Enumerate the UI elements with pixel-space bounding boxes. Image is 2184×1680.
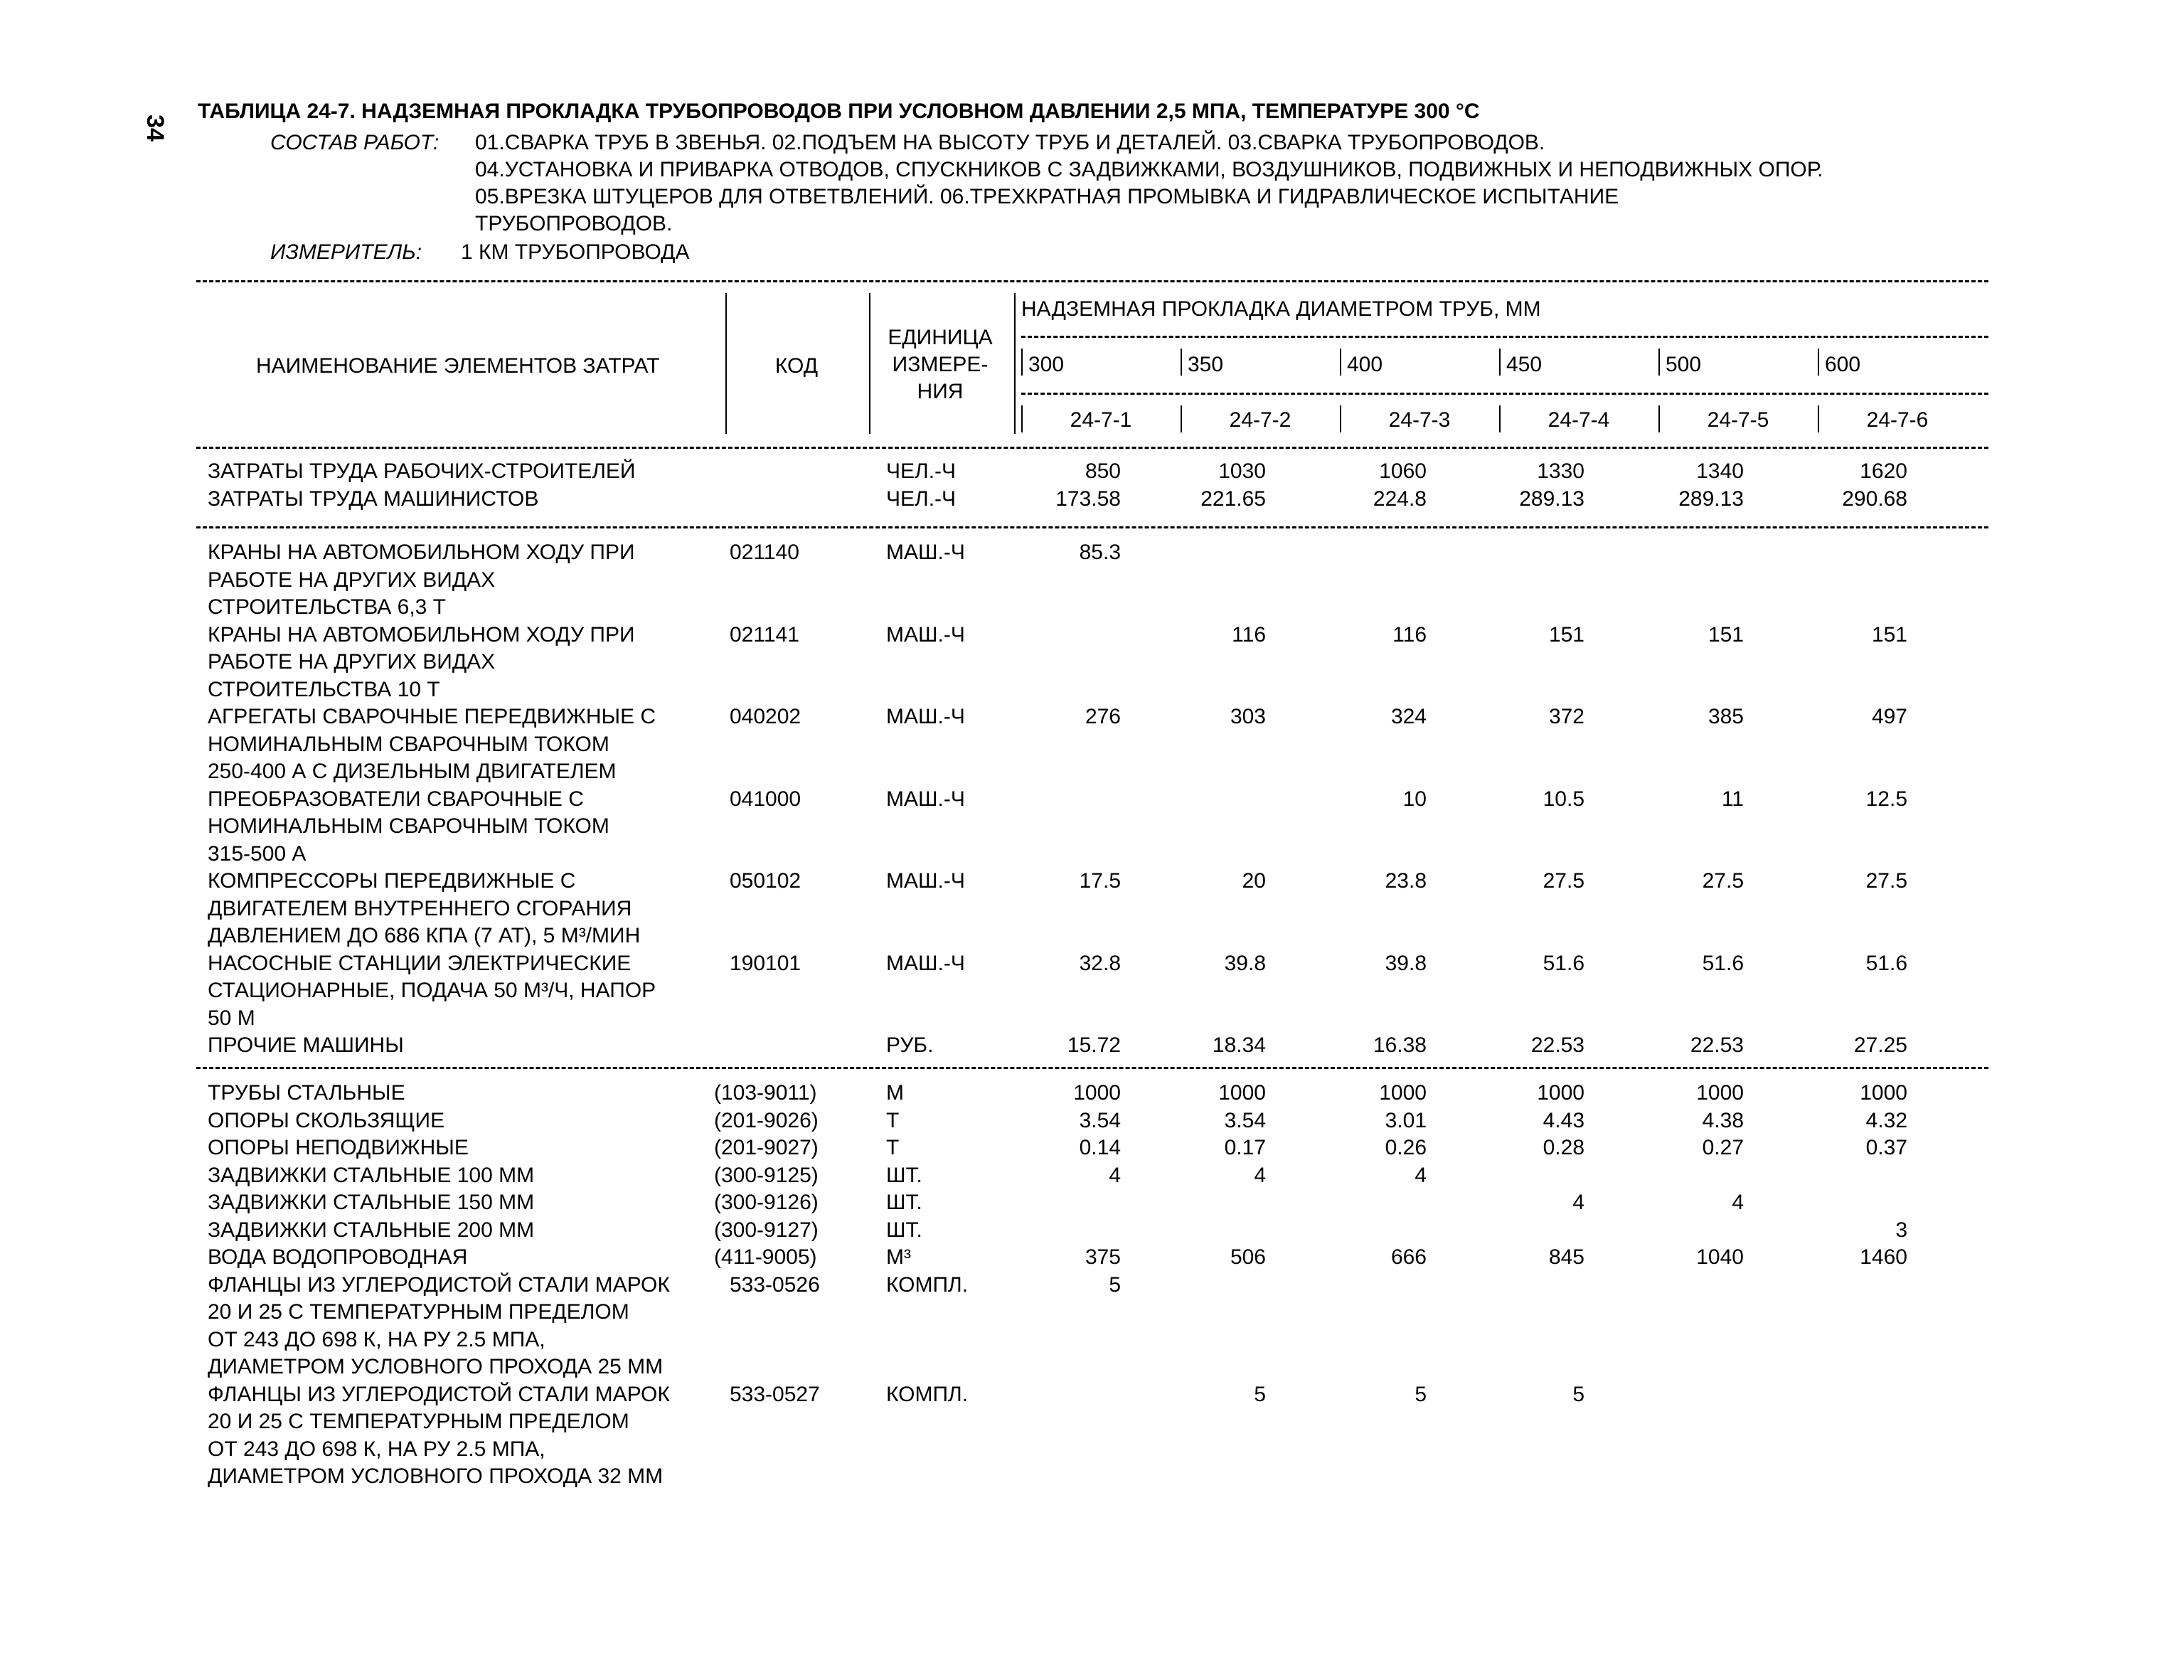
header-diameter: 600: [1825, 353, 1861, 376]
column-divider: [869, 293, 870, 434]
header-group: НАДЗЕМНАЯ ПРОКЛАДКА ДИАМЕТРОМ ТРУБ, ММ: [1021, 297, 1541, 321]
row-value: 27.5: [1702, 869, 1744, 893]
row-value: 51.6: [1543, 951, 1584, 975]
row-code: 021140: [730, 541, 799, 564]
row-value: 51.6: [1865, 951, 1907, 975]
row-name: НОМИНАЛЬНЫМ СВАРОЧНЫМ ТОКОМ: [208, 814, 609, 838]
row-value: 666: [1390, 1245, 1427, 1269]
column-divider: [1181, 405, 1182, 432]
row-name: 50 М: [208, 1006, 255, 1030]
row-value: 4: [1109, 1163, 1121, 1187]
row-value: 1000: [1073, 1081, 1121, 1105]
row-code: 190101: [730, 951, 801, 975]
row-value: 1620: [1860, 459, 1907, 483]
row-unit: М³: [886, 1245, 911, 1269]
header-rule: [1021, 393, 1988, 395]
header-code: КОД: [774, 354, 819, 378]
row-name: ВОДА ВОДОПРОВОДНАЯ: [208, 1245, 468, 1269]
header-name: НАИМЕНОВАНИЕ ЭЛЕМЕНТОВ ЗАТРАТ: [256, 354, 660, 378]
row-name: РАБОТЕ НА ДРУГИХ ВИДАХ: [208, 650, 496, 674]
row-value: 22.53: [1530, 1033, 1584, 1057]
row-value: 1000: [1696, 1081, 1744, 1105]
row-value: 27.5: [1865, 869, 1907, 893]
row-code: (201-9026): [714, 1108, 819, 1132]
row-value: 4: [1572, 1191, 1584, 1214]
row-value: 497: [1871, 705, 1907, 728]
row-value: 51.6: [1702, 951, 1744, 975]
row-name: 315-500 А: [208, 841, 307, 866]
rule-header-bottom: [196, 447, 1988, 449]
column-divider: [1014, 293, 1016, 434]
row-unit: Т: [886, 1136, 900, 1159]
row-code: 041000: [730, 787, 801, 811]
row-value: 151: [1708, 622, 1744, 647]
row-value: 5: [1572, 1382, 1584, 1406]
row-value: 289.13: [1678, 487, 1744, 511]
row-value: 1000: [1860, 1081, 1907, 1105]
row-unit: ЧЕЛ.-Ч: [886, 487, 957, 511]
row-value: 27.25: [1853, 1033, 1907, 1057]
row-name: КОМПРЕССОРЫ ПЕРЕДВИЖНЫЕ С: [208, 869, 576, 893]
row-unit: ЧЕЛ.-Ч: [886, 459, 957, 483]
page-number: 34: [142, 115, 169, 142]
row-name: ОТ 243 ДО 698 К, НА РУ 2.5 МПА,: [208, 1437, 545, 1461]
row-value: 1030: [1218, 459, 1266, 483]
row-code: 050102: [730, 869, 801, 893]
row-value: 23.8: [1385, 869, 1427, 893]
work-line: 04.УСТАНОВКА И ПРИВАРКА ОТВОДОВ, СПУСКНИКОВ С ЗАДВИЖКАМИ, ВОЗДУШНИКОВ, ПОДВИЖНЫХ И НЕПОДВИЖНЫХ ОПОР.: [475, 158, 1823, 181]
row-value: 0.17: [1224, 1136, 1266, 1159]
section-rule: [196, 526, 1988, 528]
row-value: 372: [1548, 705, 1584, 728]
rule-top: [196, 280, 1988, 282]
header-table-code: 24-7-5: [1707, 408, 1769, 432]
column-divider: [1658, 349, 1660, 376]
header-diameter: 350: [1188, 353, 1224, 376]
row-code: (300-9126): [714, 1191, 819, 1214]
header-rule: [1021, 336, 1988, 338]
row-code: (103-9011): [714, 1081, 817, 1105]
meter-value: 1 КМ ТРУБОПРОВОДА: [461, 240, 690, 264]
row-value: 18.34: [1212, 1033, 1266, 1057]
row-value: 0.26: [1385, 1136, 1427, 1159]
row-value: 20: [1242, 869, 1266, 893]
row-value: 116: [1392, 622, 1427, 647]
row-value: 11: [1721, 787, 1744, 811]
row-code: (411-9005): [714, 1245, 817, 1269]
column-divider: [1499, 349, 1501, 376]
table-title: ТАБЛИЦА 24-7. НАДЗЕМНАЯ ПРОКЛАДКА ТРУБОПРОВОДОВ ПРИ УСЛОВНОМ ДАВЛЕНИИ 2,5 МПА, ТЕМПЕРАТУРЕ 300 °С: [198, 100, 1480, 123]
row-unit: КОМПЛ.: [886, 1382, 969, 1406]
row-name: НОМИНАЛЬНЫМ СВАРОЧНЫМ ТОКОМ: [208, 732, 609, 756]
row-value: 1040: [1696, 1245, 1744, 1269]
row-name: 20 И 25 С ТЕМПЕРАТУРНЫМ ПРЕДЕЛОМ: [208, 1410, 629, 1433]
row-code: (300-9125): [714, 1163, 819, 1187]
row-code: (201-9027): [714, 1136, 819, 1159]
row-unit: МАШ.-Ч: [886, 622, 965, 647]
row-value: 151: [1871, 622, 1907, 647]
row-value: 5: [1109, 1272, 1121, 1297]
row-value: 1000: [1537, 1081, 1584, 1105]
work-label: СОСТАВ РАБОТ:: [270, 131, 440, 154]
row-value: 3.54: [1224, 1108, 1266, 1132]
row-value: 4: [1732, 1191, 1744, 1214]
row-value: 3.54: [1079, 1108, 1121, 1132]
row-value: 27.5: [1543, 869, 1584, 893]
row-value: 375: [1085, 1245, 1121, 1269]
row-value: 3: [1895, 1218, 1907, 1242]
row-value: 5: [1415, 1382, 1427, 1406]
row-value: 1000: [1379, 1081, 1427, 1105]
row-name: ЗАДВИЖКИ СТАЛЬНЫЕ 100 ММ: [208, 1163, 535, 1187]
row-unit: РУБ.: [886, 1033, 934, 1057]
row-code: 533-0526: [730, 1272, 820, 1297]
row-value: 4.43: [1543, 1108, 1584, 1132]
header-diameter: 300: [1028, 353, 1065, 376]
row-name: РАБОТЕ НА ДРУГИХ ВИДАХ: [208, 568, 496, 592]
row-value: 289.13: [1519, 487, 1584, 511]
header-table-code: 24-7-1: [1070, 408, 1132, 432]
row-name: ОПОРЫ СКОЛЬЗЯЩИЕ: [208, 1108, 445, 1132]
row-value: 39.8: [1224, 951, 1266, 975]
row-value: 17.5: [1079, 869, 1121, 893]
row-value: 506: [1230, 1245, 1266, 1269]
work-line: 05.ВРЕЗКА ШТУЦЕРОВ ДЛЯ ОТВЕТВЛЕНИЙ. 06.ТРЕХКРАТНАЯ ПРОМЫВКА И ГИДРАВЛИЧЕСКОЕ ИСПЫТАНИЕ: [475, 185, 1619, 208]
work-line: ТРУБОПРОВОДОВ.: [475, 212, 673, 235]
row-value: 151: [1548, 622, 1584, 647]
column-divider: [1181, 349, 1182, 376]
header-unit-line: НИЯ: [917, 380, 964, 403]
row-name: ПРЕОБРАЗОВАТЕЛИ СВАРОЧНЫЕ С: [208, 787, 584, 811]
row-unit: МАШ.-Ч: [886, 787, 965, 811]
header-unit-line: ЕДИНИЦА: [888, 326, 993, 349]
row-name: ЗАДВИЖКИ СТАЛЬНЫЕ 200 ММ: [208, 1218, 535, 1242]
row-code: (300-9127): [714, 1218, 819, 1242]
row-name: СТРОИТЕЛЬСТВА 6,3 Т: [208, 595, 447, 619]
row-name: ДИАМЕТРОМ УСЛОВНОГО ПРОХОДА 25 ММ: [208, 1355, 664, 1378]
row-value: 1340: [1696, 459, 1744, 483]
row-name: ОТ 243 ДО 698 К, НА РУ 2.5 МПА,: [208, 1327, 545, 1351]
row-name: ЗАТРАТЫ ТРУДА МАШИНИСТОВ: [208, 487, 539, 511]
meter-label: ИЗМЕРИТЕЛЬ:: [270, 240, 422, 264]
column-divider: [1499, 405, 1501, 432]
row-name: ОПОРЫ НЕПОДВИЖНЫЕ: [208, 1136, 469, 1159]
column-divider: [1340, 349, 1341, 376]
header-unit-line: ИЗМЕРЕ-: [892, 353, 989, 376]
column-divider: [1021, 349, 1023, 376]
row-unit: М: [886, 1081, 904, 1105]
row-value: 173.58: [1055, 487, 1121, 511]
row-value: 39.8: [1385, 951, 1427, 975]
row-name: КРАНЫ НА АВТОМОБИЛЬНОМ ХОДУ ПРИ: [208, 541, 635, 564]
row-value: 850: [1085, 459, 1121, 483]
row-unit: ШТ.: [886, 1218, 922, 1242]
row-name: 20 И 25 С ТЕМПЕРАТУРНЫМ ПРЕДЕЛОМ: [208, 1300, 629, 1324]
row-value: 1000: [1218, 1081, 1266, 1105]
column-divider: [725, 293, 727, 434]
header-diameter: 400: [1347, 353, 1383, 376]
row-name: СТАЦИОНАРНЫЕ, ПОДАЧА 50 М³/Ч, НАПОР: [208, 979, 656, 1002]
row-value: 16.38: [1373, 1033, 1427, 1057]
row-value: 12.5: [1865, 787, 1907, 811]
header-diameter: 500: [1666, 353, 1702, 376]
header-diameter: 450: [1506, 353, 1543, 376]
row-name: ФЛАНЦЫ ИЗ УГЛЕРОДИСТОЙ СТАЛИ МАРОК: [208, 1272, 670, 1297]
column-divider: [1818, 349, 1819, 376]
column-divider: [1340, 405, 1341, 432]
row-unit: МАШ.-Ч: [886, 705, 965, 728]
row-value: 10.5: [1543, 787, 1584, 811]
row-value: 324: [1390, 705, 1427, 728]
row-unit: МАШ.-Ч: [886, 541, 965, 564]
row-value: 224.8: [1373, 487, 1427, 511]
row-unit: КОМПЛ.: [886, 1272, 969, 1297]
row-name: СТРОИТЕЛЬСТВА 10 Т: [208, 677, 440, 701]
row-value: 10: [1402, 787, 1427, 811]
row-value: 32.8: [1079, 951, 1121, 975]
row-unit: МАШ.-Ч: [886, 951, 965, 975]
row-value: 1460: [1860, 1245, 1907, 1269]
row-value: 85.3: [1079, 541, 1121, 564]
row-unit: Т: [886, 1108, 900, 1132]
row-value: 0.27: [1702, 1136, 1744, 1159]
row-name: 250-400 А С ДИЗЕЛЬНЫМ ДВИГАТЕЛЕМ: [208, 760, 617, 783]
row-value: 22.53: [1690, 1033, 1744, 1057]
row-name: АГРЕГАТЫ СВАРОЧНЫЕ ПЕРЕДВИЖНЫЕ С: [208, 705, 656, 728]
row-value: 116: [1232, 622, 1266, 647]
section-rule: [196, 1067, 1988, 1069]
row-name: ДИАМЕТРОМ УСЛОВНОГО ПРОХОДА 32 ММ: [208, 1464, 664, 1488]
row-unit: ШТ.: [886, 1191, 922, 1214]
row-name: НАСОСНЫЕ СТАНЦИИ ЭЛЕКТРИЧЕСКИЕ: [208, 951, 632, 975]
column-divider: [1021, 405, 1023, 432]
column-divider: [1818, 405, 1819, 432]
row-value: 4.32: [1865, 1108, 1907, 1132]
row-value: 303: [1230, 705, 1266, 728]
row-name: КРАНЫ НА АВТОМОБИЛЬНОМ ХОДУ ПРИ: [208, 622, 635, 647]
row-name: ДАВЛЕНИЕМ ДО 686 КПА (7 АТ), 5 М³/МИН: [208, 924, 641, 947]
row-value: 0.37: [1865, 1136, 1907, 1159]
row-value: 0.28: [1543, 1136, 1584, 1159]
row-code: 040202: [730, 705, 801, 728]
work-line: 01.СВАРКА ТРУБ В ЗВЕНЬЯ. 02.ПОДЪЕМ НА ВЫСОТУ ТРУБ И ДЕТАЛЕЙ. 03.СВАРКА ТРУБОПРОВОДОВ.: [475, 131, 1545, 154]
row-name: ДВИГАТЕЛЕМ ВНУТРЕННЕГО СГОРАНИЯ: [208, 896, 632, 920]
row-value: 4: [1254, 1163, 1266, 1187]
row-value: 1330: [1537, 459, 1584, 483]
row-value: 15.72: [1067, 1033, 1121, 1057]
row-value: 290.68: [1842, 487, 1907, 511]
row-unit: ШТ.: [886, 1163, 922, 1187]
row-value: 4: [1415, 1163, 1427, 1187]
row-name: ЗАДВИЖКИ СТАЛЬНЫЕ 150 ММ: [208, 1191, 535, 1214]
header-table-code: 24-7-6: [1866, 408, 1929, 432]
header-table-code: 24-7-4: [1548, 408, 1610, 432]
row-value: 1060: [1379, 459, 1427, 483]
row-value: 385: [1708, 705, 1744, 728]
header-table-code: 24-7-2: [1229, 408, 1291, 432]
header-table-code: 24-7-3: [1388, 408, 1451, 432]
row-value: 3.01: [1385, 1108, 1427, 1132]
row-value: 276: [1085, 705, 1121, 728]
row-value: 4.38: [1702, 1108, 1744, 1132]
row-code: 533-0527: [730, 1382, 820, 1406]
row-value: 845: [1548, 1245, 1584, 1269]
row-code: 021141: [730, 622, 799, 647]
row-name: ЗАТРАТЫ ТРУДА РАБОЧИХ-СТРОИТЕЛЕЙ: [208, 459, 636, 483]
row-value: 0.14: [1079, 1136, 1121, 1159]
row-name: ПРОЧИЕ МАШИНЫ: [208, 1033, 404, 1057]
row-name: ФЛАНЦЫ ИЗ УГЛЕРОДИСТОЙ СТАЛИ МАРОК: [208, 1382, 670, 1406]
column-divider: [1658, 405, 1660, 432]
row-name: ТРУБЫ СТАЛЬНЫЕ: [208, 1081, 405, 1105]
row-value: 5: [1254, 1382, 1266, 1406]
row-unit: МАШ.-Ч: [886, 869, 965, 893]
row-value: 221.65: [1200, 487, 1266, 511]
